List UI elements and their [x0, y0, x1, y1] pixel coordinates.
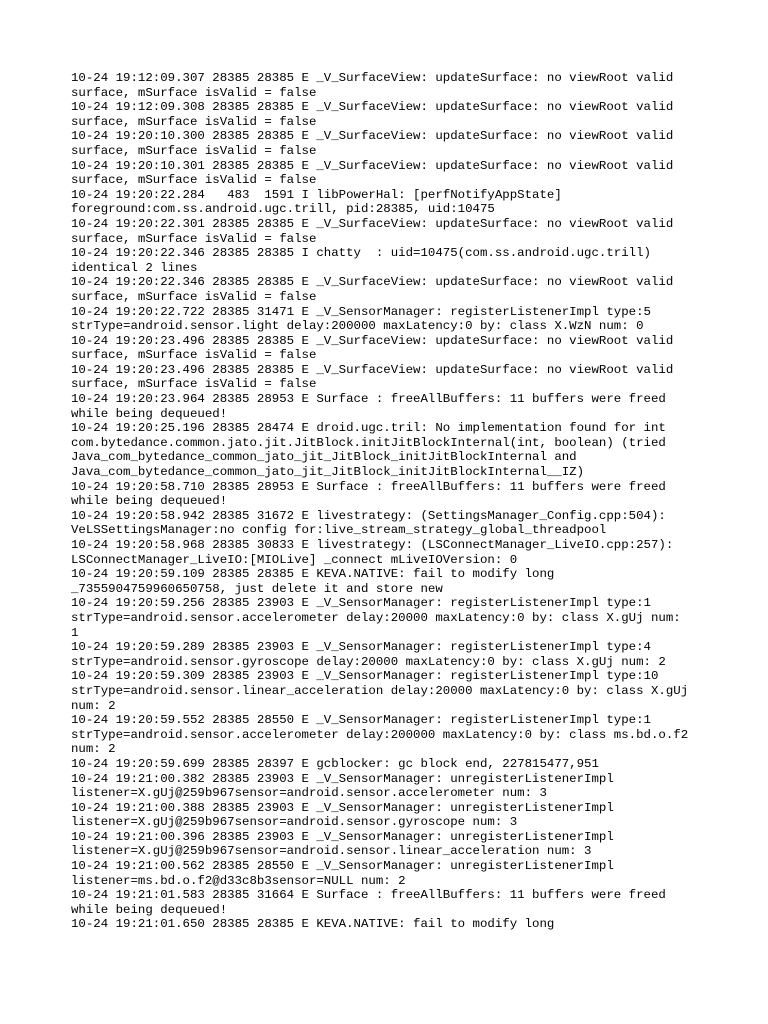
- log-line: 10-24 19:20:23.964 28385 28953 E Surface : freeAllBuffers: 11 buffers were freed: [71, 392, 666, 407]
- log-line: 10-24 19:20:58.710 28385 28953 E Surface : freeAllBuffers: 11 buffers were freed: [71, 479, 666, 494]
- log-line: listener=X.gUj@259b967sensor=android.sensor.accelerometer num: 3: [71, 786, 547, 801]
- log-line: 10-24 19:21:00.562 28385 28550 E _V_SensorManager: unregisterListenerImpl: [71, 859, 614, 874]
- log-line: 10-24 19:20:22.346 28385 28385 E _V_SurfaceView: updateSurface: no viewRoot valid: [71, 275, 674, 290]
- log-line: num: 2: [71, 742, 116, 757]
- log-line: strType=android.sensor.linear_acceleration delay:20000 maxLatency:0 by: class X.gUj: [71, 683, 689, 698]
- log-line: strType=android.sensor.accelerometer delay:200000 maxLatency:0 by: class ms.bd.o.f2: [71, 727, 689, 742]
- log-line: VeLSSettingsManager:no config for:live_stream_strategy_global_threadpool: [71, 523, 607, 538]
- log-line: surface, mSurface isValid = false: [71, 348, 317, 363]
- log-line: com.bytedance.common.jato.jit.JitBlock.initJitBlockInternal(int, boolean) (tried: [71, 435, 666, 450]
- log-line: 10-24 19:20:10.300 28385 28385 E _V_SurfaceView: updateSurface: no viewRoot valid: [71, 129, 674, 144]
- log-line: 10-24 19:12:09.307 28385 28385 E _V_SurfaceView: updateSurface: no viewRoot valid: [71, 71, 674, 85]
- log-line: listener=X.gUj@259b967sensor=android.sensor.gyroscope num: 3: [71, 815, 518, 830]
- log-line: while being dequeued!: [71, 406, 228, 421]
- log-line: 10-24 19:20:59.109 28385 28385 E KEVA.NATIVE: fail to modify long: [71, 567, 555, 582]
- log-line: Java_com_bytedance_common_jato_jit_JitBlock_initJitBlockInternal__IZ): [71, 465, 585, 480]
- log-line: 10-24 19:20:58.968 28385 30833 E livestrategy: (LSConnectManager_LiveIO.cpp:257):: [71, 538, 674, 552]
- log-line: 10-24 19:20:10.301 28385 28385 E _V_SurfaceView: updateSurface: no viewRoot valid: [71, 158, 674, 173]
- log-line: strType=android.sensor.accelerometer delay:20000 maxLatency:0 by: class X.gUj num:: [71, 610, 681, 625]
- log-line: surface, mSurface isValid = false: [71, 143, 317, 158]
- log-line: while being dequeued!: [71, 494, 228, 509]
- log-line: 10-24 19:21:01.650 28385 28385 E KEVA.NATIVE: fail to modify long: [71, 917, 555, 932]
- log-line: 10-24 19:20:59.256 28385 23903 E _V_SensorManager: registerListenerImpl type:1: [71, 596, 651, 611]
- log-line: 10-24 19:20:23.496 28385 28385 E _V_SurfaceView: updateSurface: no viewRoot valid: [71, 333, 674, 348]
- log-line: listener=ms.bd.o.f2@d33c8b3sensor=NULL num: 2: [71, 873, 406, 888]
- log-line: 10-24 19:20:58.942 28385 31672 E livestrategy: (SettingsManager_Config.cpp:504):: [71, 508, 666, 523]
- log-line: 10-24 19:21:00.396 28385 23903 E _V_SensorManager: unregisterListenerImpl: [71, 829, 614, 844]
- log-line: 10-24 19:21:01.583 28385 31664 E Surface : freeAllBuffers: 11 buffers were freed: [71, 888, 666, 903]
- log-line: LSConnectManager_LiveIO:[MIOLive] _connect mLiveIOVersion: 0: [71, 552, 518, 567]
- log-line: surface, mSurface isValid = false: [71, 289, 317, 304]
- log-line: 10-24 19:20:22.301 28385 28385 E _V_SurfaceView: updateSurface: no viewRoot valid: [71, 216, 674, 231]
- log-line: 10-24 19:20:59.699 28385 28397 E gcblocker: gc block end, 227815477,951: [71, 756, 599, 771]
- log-line: strType=android.sensor.light delay:200000 maxLatency:0 by: class X.WzN num: 0: [71, 319, 644, 334]
- log-line: surface, mSurface isValid = false: [71, 85, 317, 100]
- log-line: surface, mSurface isValid = false: [71, 173, 317, 188]
- log-line: 10-24 19:20:22.346 28385 28385 I chatty : uid=10475(com.ss.android.ugc.trill): [71, 246, 651, 261]
- log-line: 10-24 19:21:00.388 28385 23903 E _V_SensorManager: unregisterListenerImpl: [71, 800, 614, 815]
- log-line: surface, mSurface isValid = false: [71, 231, 317, 246]
- log-line: 10-24 19:20:59.552 28385 28550 E _V_SensorManager: registerListenerImpl type:1: [71, 713, 651, 728]
- log-line: _7355904759960650758, just delete it and store new: [71, 581, 443, 596]
- log-line: 10-24 19:20:22.284 483 1591 I libPowerHal: [perfNotifyAppState]: [71, 187, 562, 202]
- log-line: strType=android.sensor.gyroscope delay:20000 maxLatency:0 by: class X.gUj num: 2: [71, 654, 666, 669]
- log-line: 1: [71, 625, 79, 640]
- log-line: foreground:com.ss.android.ugc.trill, pid:28385, uid:10475: [71, 202, 495, 217]
- log-document: [71, 71, 711, 932]
- log-line: Java_com_bytedance_common_jato_jit_JitBlock_initJitBlockInternal and: [71, 450, 577, 465]
- log-line: 10-24 19:20:25.196 28385 28474 E droid.ugc.tril: No implementation found for int: [71, 421, 666, 436]
- log-line: 10-24 19:21:00.382 28385 23903 E _V_SensorManager: unregisterListenerImpl: [71, 771, 614, 786]
- log-line: surface, mSurface isValid = false: [71, 114, 317, 129]
- log-line: 10-24 19:12:09.308 28385 28385 E _V_SurfaceView: updateSurface: no viewRoot valid: [71, 100, 674, 115]
- log-line: listener=X.gUj@259b967sensor=android.sensor.linear_acceleration num: 3: [71, 844, 592, 859]
- log-line: while being dequeued!: [71, 902, 228, 917]
- log-line: 10-24 19:20:23.496 28385 28385 E _V_SurfaceView: updateSurface: no viewRoot valid: [71, 362, 674, 377]
- log-line: identical 2 lines: [71, 260, 198, 275]
- log-line: 10-24 19:20:59.309 28385 23903 E _V_SensorManager: registerListenerImpl type:10: [71, 669, 659, 684]
- log-line: num: 2: [71, 698, 116, 713]
- log-line: 10-24 19:20:22.722 28385 31471 E _V_SensorManager: registerListenerImpl type:5: [71, 304, 651, 319]
- log-line: 10-24 19:20:59.289 28385 23903 E _V_SensorManager: registerListenerImpl type:4: [71, 640, 651, 655]
- log-line: surface, mSurface isValid = false: [71, 377, 317, 392]
